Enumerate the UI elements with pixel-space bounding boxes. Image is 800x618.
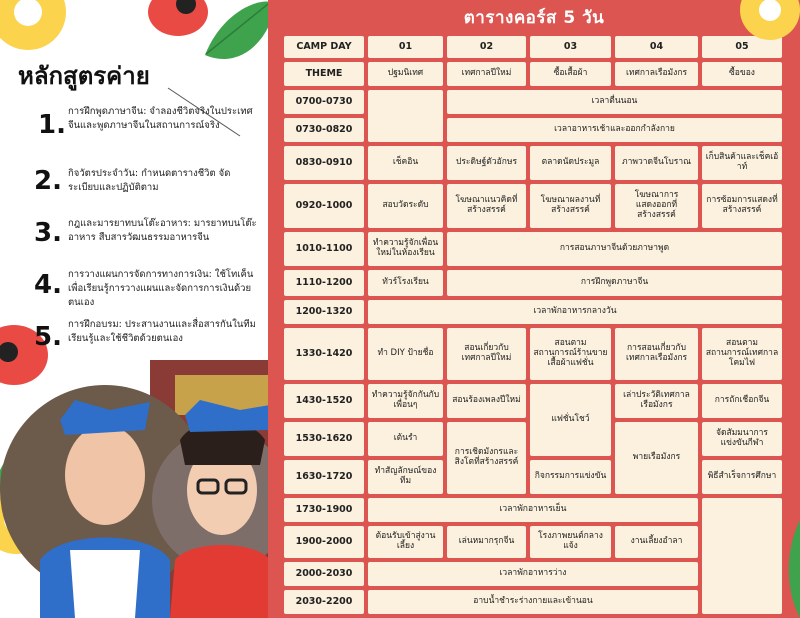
activity-cell: เก็บสินค้าและเช็คเอ้าท์ (702, 146, 782, 180)
time-label: 1630-1720 (284, 460, 364, 494)
activity-cell: เช็คอิน (368, 146, 443, 180)
empty-cell (702, 498, 782, 614)
time-label: 1730-1900 (284, 498, 364, 522)
time-label: 1110-1200 (284, 270, 364, 296)
item-number: 5. (34, 322, 62, 352)
activity-cell: จัดสัมมนาการแข่งขันกีฬา (702, 422, 782, 456)
activity-cell: โฆษณาการแสดงออกที่สร้างสรรค์ (615, 184, 698, 228)
activity-cell: ทัวร์โรงเรียน (368, 270, 443, 296)
theme-label: THEME (284, 62, 364, 86)
day-header: 03 (530, 36, 611, 58)
activity-cell: พิธีสำเร็จการศึกษา (702, 460, 782, 494)
activity-cell: ทำความรู้จักเพื่อนใหม่ในห้องเรียน (368, 232, 443, 266)
item-number: 4. (34, 270, 62, 300)
activity-cell: ทำสัญลักษณ์ของทีม (368, 460, 443, 494)
activity-cell: ประดิษฐ์ตัวอักษร (447, 146, 526, 180)
activity-cell: เวลาตื่นนอน (447, 90, 782, 114)
time-label: 2030-2200 (284, 590, 364, 614)
activity-cell: เวลาพักอาหารกลางวัน (368, 300, 782, 324)
header-camp-day: CAMP DAY (284, 36, 364, 58)
time-label: 0700-0730 (284, 90, 364, 114)
time-label: 1430-1520 (284, 384, 364, 418)
schedule-title: ตารางคอร์ส 5 วัน (463, 8, 605, 28)
day-header: 02 (447, 36, 526, 58)
item-text: การฝึกพูดภาษาจีน: จำลองชีวิตจริงในประเทศจีนและพูดภาษาจีนในสถานการณ์จริง (68, 106, 253, 131)
theme-cell: ซื้อของ (702, 62, 782, 86)
activity-cell: การถักเชือกจีน (702, 384, 782, 418)
activity-cell: เล่าประวัติเทศกาลเรือมังกร (615, 384, 698, 418)
activity-cell: สอนร้องเพลงปีใหม่ (447, 384, 526, 418)
activity-cell: การสอนเกี่ยวกับเทศกาลเรือมังกร (615, 328, 698, 380)
activity-cell: ภาพวาดจีนโบราณ (615, 146, 698, 180)
time-label: 1330-1420 (284, 328, 364, 380)
activity-cell: ทำ DIY ป้ายชื่อ (368, 328, 443, 380)
activity-cell: งานเลี้ยงอำลา (615, 526, 698, 558)
item-text: กฎและมารยาทบนโต๊ะอาหาร: มารยาทบนโต๊ะอาหาร สืบสารวัฒนธรรมอาหารจีน (68, 218, 257, 243)
activity-cell: เต้นรำ (368, 422, 443, 456)
time-label: 1200-1320 (284, 300, 364, 324)
activity-cell: สอบวัดระดับ (368, 184, 443, 228)
time-label: 0730-0820 (284, 118, 364, 142)
activity-cell: สอนเกี่ยวกับเทศกาลปีใหม่ (447, 328, 526, 380)
activity-cell: สอนตามสถานการณ์เทศกาลโคมไฟ (702, 328, 782, 380)
activity-cell: เล่นหมากรุกจีน (447, 526, 526, 558)
theme-cell: เทศกาลปีใหม่ (447, 62, 526, 86)
item-number: 2. (34, 166, 62, 196)
leaf-decoration (780, 520, 800, 618)
activity-cell: พายเรือมังกร (615, 422, 698, 494)
item-number: 1. (38, 110, 66, 140)
activity-cell: ต้อนรับเข้าสู่งานเลี้ยง (368, 526, 443, 558)
schedule-panel (268, 0, 800, 618)
item-text: การฝึกอบรม: ประสานงานและสื่อสารกันในทีม เรียนรู้และใช้ชีวิตด้วยตนเอง (68, 319, 256, 344)
theme-cell: ซื้อเสื้อผ้า (530, 62, 611, 86)
time-label: 0830-0910 (284, 146, 364, 180)
left-panel (0, 0, 268, 618)
activity-cell: ตลาดนัดประมูล (530, 146, 611, 180)
time-label: 0920-1000 (284, 184, 364, 228)
time-label: 1900-2000 (284, 526, 364, 558)
activity-cell: เวลาอาหารเช้าและออกกำลังกาย (447, 118, 782, 142)
activity-cell: โฆษณาผลงานที่สร้างสรรค์ (530, 184, 611, 228)
item-text: การวางแผนการจัดการทางการเงิน: ใช้โทเค็นเพื่อเรียนรู้การวางแผนและจัดการการเงินด้วยตนเอง (68, 269, 254, 308)
activity-cell: โรงภาพยนต์กลางแจ้ง (530, 526, 611, 558)
activity-cell: สอนตามสถานการณ์ร้านขายเสื้อผ้าแฟชั่น (530, 328, 611, 380)
empty-cell (368, 90, 443, 142)
activity-cell: การซ้อมการแสดงที่สร้างสรรค์ (702, 184, 782, 228)
students-photo (0, 360, 268, 618)
activity-cell: โฆษณาแนวคิดที่สร้างสรรค์ (447, 184, 526, 228)
item-text: กิจวัตรประจำวัน: กำหนดตารางชีวิต จัดระเบียบและปฏิบัติตาม (68, 168, 231, 193)
time-label: 1530-1620 (284, 422, 364, 456)
theme-cell: ปฐมนิเทศ (368, 62, 443, 86)
curriculum-title: หลักสูตรค่าย (18, 62, 150, 90)
activity-cell: การฝึกพูดภาษาจีน (447, 270, 782, 296)
item-number: 3. (34, 218, 62, 248)
activity-cell: ทำความรู้จักกันกับเพื่อนๆ (368, 384, 443, 418)
activity-cell: เวลาพักอาหารเย็น (368, 498, 698, 522)
activity-cell: กิจกรรมการแข่งขัน (530, 460, 611, 494)
day-header: 04 (615, 36, 698, 58)
day-header: 01 (368, 36, 443, 58)
day-header: 05 (702, 36, 782, 58)
time-label: 2000-2030 (284, 562, 364, 586)
activity-cell: แฟชั่นโชว์ (530, 384, 611, 456)
activity-cell: อาบน้ำชำระร่างกายและเข้านอน (368, 590, 698, 614)
activity-cell: การสอนภาษาจีนด้วยภาษาพูด (447, 232, 782, 266)
activity-cell: การเชิดมังกรและสิงโตที่สร้างสรรค์ (447, 422, 526, 494)
activity-cell: เวลาพักอาหารว่าง (368, 562, 698, 586)
time-label: 1010-1100 (284, 232, 364, 266)
flower-decoration (720, 0, 800, 40)
theme-cell: เทศกาลเรือมังกร (615, 62, 698, 86)
